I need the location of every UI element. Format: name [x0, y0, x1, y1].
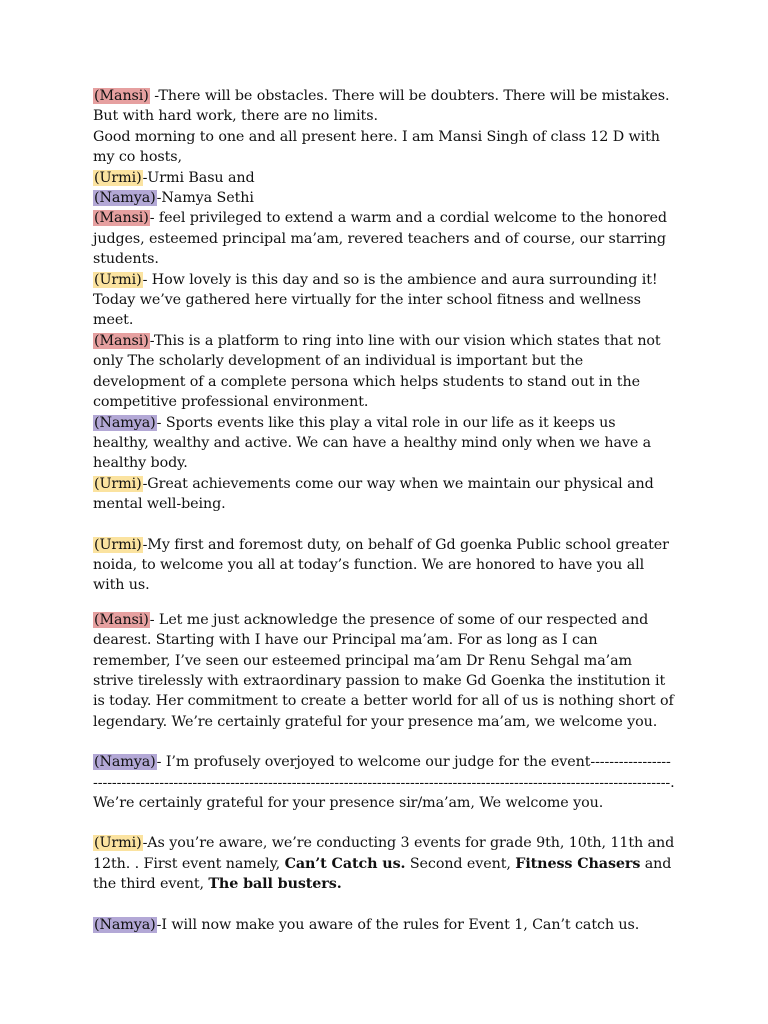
paragraph-lovely-day — [93, 270, 675, 331]
paragraph-spacer — [93, 895, 675, 915]
line-text: - I’m profusely overjoyed to welcome our judge for the event — [156, 754, 591, 771]
event-name-1: Can’t Catch us. — [284, 855, 406, 872]
speaker-tag-mansi: (Mansi) — [94, 88, 149, 104]
line-text: - feel privileged to extend a warm and a cordial welcome to the honored judges, esteemed principal ma’am, revered teachers and of course, our starring students. — [93, 210, 667, 268]
paragraph-principal — [93, 610, 675, 732]
line-text: -There will be obstacles. There will be doubters. There will be mistakes. But with hard work, there are no limits. — [93, 88, 670, 125]
paragraph-cohost-namya — [93, 188, 675, 208]
speaker-tag-mansi: (Mansi) — [94, 611, 149, 628]
paragraph-spacer — [93, 515, 675, 535]
paragraph-welcome — [93, 208, 675, 269]
line-text: -Great achievements come our way when we maintain our physical and mental well-being. — [93, 475, 654, 513]
speaker-tag-urmi: (Urmi) — [94, 475, 142, 492]
speaker-tag-urmi: (Urmi) — [94, 271, 142, 288]
speaker-tag-urmi: (Urmi) — [94, 169, 142, 186]
paragraph-opening-quote — [93, 86, 675, 127]
paragraph-first-duty — [93, 535, 675, 596]
paragraph-vision — [93, 331, 675, 413]
line-text: - Sports events like this play a vital role in our life as it keeps us healthy, wealthy and active. We can have a healthy mind only when we have a healthy body. — [93, 414, 652, 472]
speaker-tag-namya: (Namya) — [94, 916, 156, 933]
speaker-tag-urmi: (Urmi) — [94, 536, 142, 553]
line-text: - How lovely is this day and so is the ambience and aura surrounding it! Today we’ve gathered here virtually for the inter school fitness and wellness meet. — [93, 271, 658, 329]
paragraph-rules — [93, 915, 675, 935]
paragraph-judge-welcome — [93, 752, 675, 813]
line-text: -I will now make you aware of the rules for Event 1, Can’t catch us. — [156, 916, 640, 933]
paragraph-achievements — [93, 474, 675, 515]
line-text: -Namya Sethi — [156, 190, 254, 207]
line-text: Second event, — [405, 855, 516, 872]
blank-fill-dashes: ------------------------------------------------------------------------------------------------------------------------------------------- — [93, 754, 671, 791]
line-text: and the third event, — [93, 855, 672, 893]
line-text: -My first and foremost duty, on behalf of Gd goenka Public school greater noida, to welcome you all at today’s function. We are honored to have you all with us. — [93, 536, 669, 594]
speaker-tag-urmi: (Urmi) — [94, 835, 142, 852]
speaker-tag-namya: (Namya) — [94, 754, 156, 771]
paragraph-spacer — [93, 732, 675, 752]
speaker-tag-mansi: (Mansi) — [94, 210, 149, 227]
event-name-2: Fitness Chasers — [515, 855, 641, 872]
speaker-tag-namya: (Namya) — [94, 414, 156, 431]
paragraph-spacer — [93, 813, 675, 833]
paragraph-spacer — [93, 596, 675, 610]
paragraph-events — [93, 833, 675, 894]
line-text: - Let me just acknowledge the presence of some of our respected and dearest. Starting with I have our Principal ma’am. For as long as I can remember, I’ve seen our esteemed principal ma’am Dr Renu Sehgal ma’am strive tirelessly with extraordinary passion to make Gd Goenka the institution it is today. Her commitment to create a better world for all of us is nothing short of legendary. We’re certainly grateful for your presence ma’am, we welcome you. — [93, 611, 674, 730]
paragraph-greeting: Good morning to one and all present here. I am Mansi Singh of class 12 D with my co hosts, — [93, 128, 660, 166]
line-text: . We’re certainly grateful for your presence sir/ma’am, We welcome you. — [93, 774, 675, 811]
speaker-tag-namya: (Namya) — [94, 190, 156, 207]
document-body — [93, 86, 675, 935]
line-text: -As you’re aware, we’re conducting 3 events for grade 9th, 10th, 11th and 12th. . First event namely, — [93, 835, 675, 872]
paragraph-sports-events — [93, 413, 675, 474]
line-text: -This is a platform to ring into line with our vision which states that not only The scholarly development of an individual is important but the development of a complete persona which helps students to stand out in the competitive professional environment. — [93, 332, 661, 411]
event-name-3: The ball busters. — [208, 876, 342, 893]
paragraph-cohost-urmi — [93, 168, 675, 188]
speaker-tag-mansi: (Mansi) — [94, 332, 149, 349]
line-text: -Urmi Basu and — [142, 169, 255, 186]
